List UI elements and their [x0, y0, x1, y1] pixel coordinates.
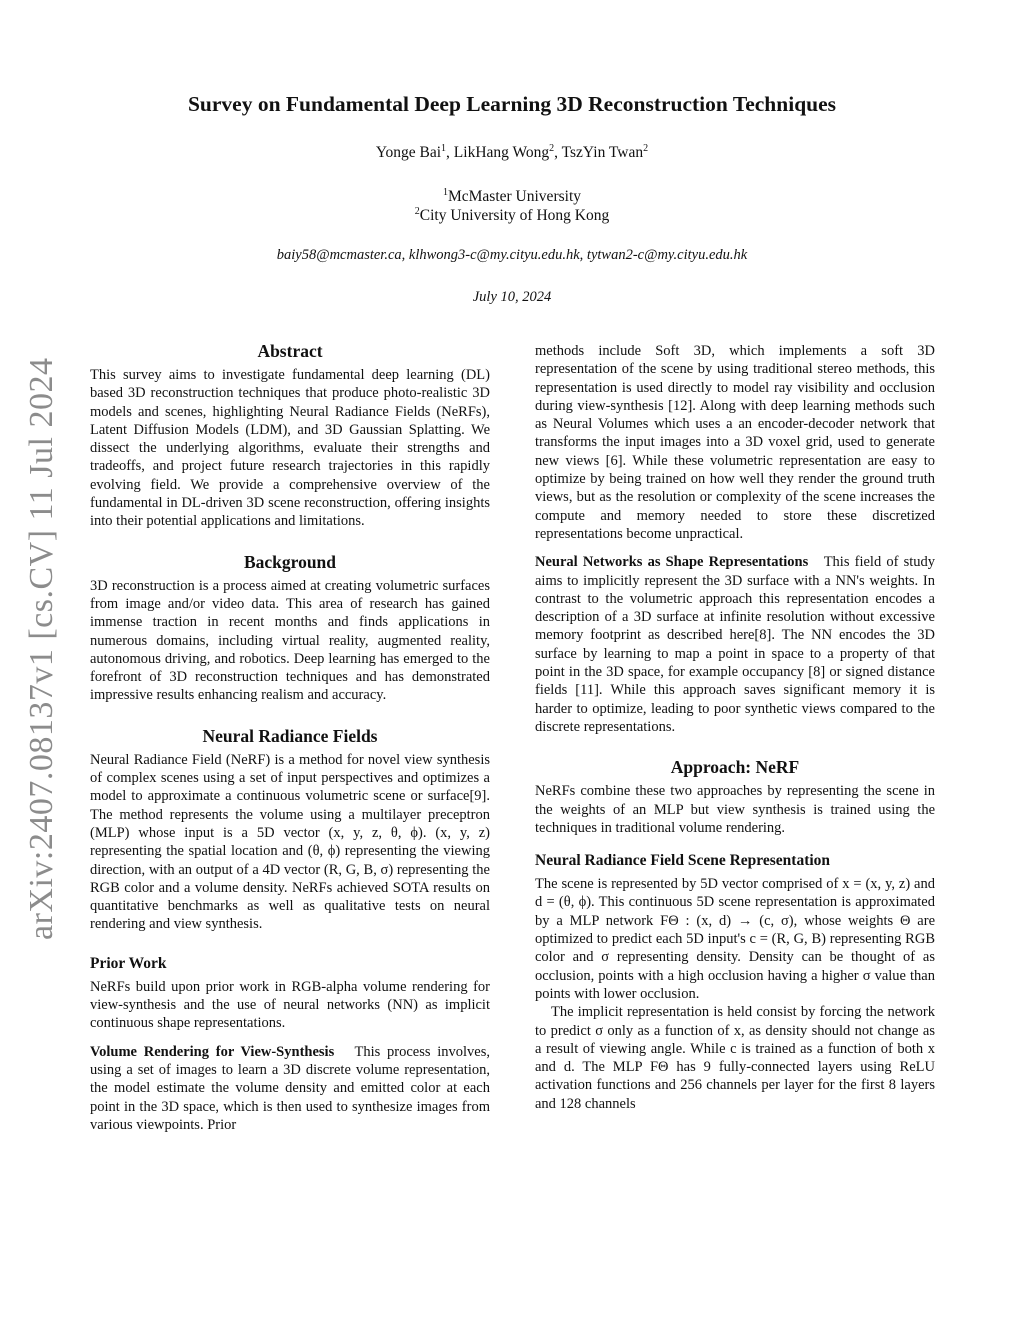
- author-affil-mark: 2: [643, 142, 649, 154]
- abstract-heading: Abstract: [257, 341, 323, 361]
- approach-text: NeRFs combine these two approaches by representing the scene in the weights of an MLP but view synthesis is trained using the techniques in traditional volume rendering.: [535, 783, 935, 836]
- implicit-representation-text: The implicit representation is held consist by forcing the network to predict σ only as a function of x, as density should not change as a result of viewing angle. While c is trained as a function of both x and d. The MLP FΘ has 9 fully-connected layers using ReLU activation functions and 256 channels per layer for the first 8 layers and 128 channels: [535, 1004, 935, 1112]
- author-affil-mark: 1: [441, 142, 447, 154]
- prior-work-text: NeRFs build upon prior work in RGB-alpha volume rendering for view-synthesis and the use of neural networks (NN) as implicit continuous shape representations.: [90, 978, 490, 1032]
- affil-mark: 2: [414, 205, 420, 217]
- nerf-text: Neural Radiance Field (NeRF) is a method for novel view synthesis of complex scenes using a set of input perspectives and optimizes a model to approximate a continuous volumetric scene or surface[9]. The method represents the volume using a multilayer preceptron (MLP) whose input is a 5D vector (x, y, z, θ, ϕ). (x, y, z) representing the spatial location and (θ, ϕ) representing the viewing direction, with an output of a 4D vector (R, G, B, σ) representing the RGB color and a volume density. NeRFs achieved SOTA results on quantitative benchmarks as well as qualitative tests on neural rendering and view synthesis.: [90, 751, 490, 933]
- shape-representation-text: This field of study aims to implicitly represent the 3D surface with a NN's weights. In contrast to the volumetric approach this representation encodes a description of a 3D surface at infinite resolution without excessive memory footprint as described here[8]. The NN encodes the 3D surface by learning to map a point in space to a property of that point in the 3D space, for example occupancy [8] or signed distance fields [11]. While this approach saves significant memory it is harder to optimize, leading to poor synthetic views compared to the discrete representations.: [535, 554, 935, 735]
- arxiv-stamp: arXiv:2407.08137v1 [cs.CV] 11 Jul 2024: [23, 357, 60, 940]
- background-heading: Background: [243, 551, 337, 572]
- affiliation: $^1$McMaster University: [442, 186, 581, 205]
- paper-title: Survey on Fundamental Deep Learning 3D Reconstruction Techniques: [187, 92, 837, 116]
- author-affil-mark: 2: [549, 142, 555, 154]
- prior-work-heading: Prior Work: [90, 954, 167, 972]
- paper-date: July 10, 2024: [472, 289, 552, 305]
- volume-rendering-paragraph: [90, 1043, 490, 1134]
- author-name: TszYin Twan: [561, 144, 644, 161]
- right-column: [535, 342, 935, 1113]
- author-emails: baiy58@mcmaster.ca, klhwong3-c@my.cityu.edu.hk, tytwan2-c@my.cityu.edu.hk: [276, 247, 748, 263]
- author-line: Yonge Bai$^1$, LikHang Wong$^2$, TszYin Twan$^2$: [375, 142, 649, 161]
- affil-mark: 1: [442, 186, 448, 198]
- approach-heading: Approach: NeRF: [670, 757, 800, 778]
- volume-rendering-heading: Volume Rendering for View-Synthesis: [90, 1043, 335, 1060]
- volume-rendering-text: This process involves, using a set of images to learn a 3D discrete volume representation, the model estimate the volume density and emitted color at each point in the 3D space, which is then used to synthesize images from various viewpoints. Prior: [90, 1043, 490, 1133]
- scene-representation-heading: Neural Radiance Field Scene Representation: [535, 852, 831, 870]
- shape-representation-paragraph: [535, 553, 935, 736]
- left-column: [90, 340, 490, 1134]
- shape-representation-heading: Neural Networks as Shape Representations: [535, 554, 809, 571]
- affiliations: [0, 187, 1024, 225]
- affiliation: $^2$City University of Hong Kong: [414, 205, 610, 224]
- abstract-text: This survey aims to investigate fundamental deep learning (DL) based 3D reconstruction techniques that produce photo-realistic 3D models and scenes, highlighting Neural Radiance Fields (NeRFs), Latent Diffusion Models (LDM), and 3D Gaussian Splatting. We dissect the underlying algorithms, evaluate their strengths and tradeoffs, and project future research trajectories in this rapidly evolving field. We provide a comprehensive overview of the fundamental in DL-driven 3D scene reconstruction, offering insights into their potential applications and limitations.: [90, 367, 490, 530]
- background-text: 3D reconstruction is a process aimed at creating volumetric surfaces from image and/or video data. This area of research has gained immense traction in recent months and finds applications in numerous domains, including virtual reality, augmented reality, autonomous driving, and robotics. Deep learning has emerged to the forefront of 3D reconstruction techniques and has demonstrated impressive results enhancing realism and accuracy.: [90, 577, 490, 704]
- prior-methods-text: methods include Soft 3D, which implements a soft 3D representation of the scene by using traditional stereo methods, this representation is used directly to model ray visibility and occlusion during view-synthesis [12]. Along with deep learning methods such as Neural Volumes which uses a an encoder-decoder network that transforms the input images into a 3D voxel grid, used to generate new views [6]. While these volumetric representation are easy to optimize by being trained on how well they render the ground truth views, but as the resolution or complexity of the scene increases the compute and memory needed to store these discretized representations become unpractical.: [535, 343, 935, 542]
- scene-representation-text: The scene is represented by 5D vector comprised of x = (x, y, z) and d = (θ, ϕ). This continuous 5D scene representation is approximated by a MLP network FΘ : (x, d) → (c, σ), whose weights Θ are optimized to predict each 5D input's c = (R, G, B) representing RGB color and σ representing density. Density can be thought of as occlusion, points with a high occlusion having a higher σ value than points with lower occlusion.: [535, 876, 935, 1002]
- author-name: LikHang Wong: [453, 144, 550, 161]
- author-name: Yonge Bai: [375, 144, 442, 161]
- nerf-heading: Neural Radiance Fields: [202, 725, 378, 746]
